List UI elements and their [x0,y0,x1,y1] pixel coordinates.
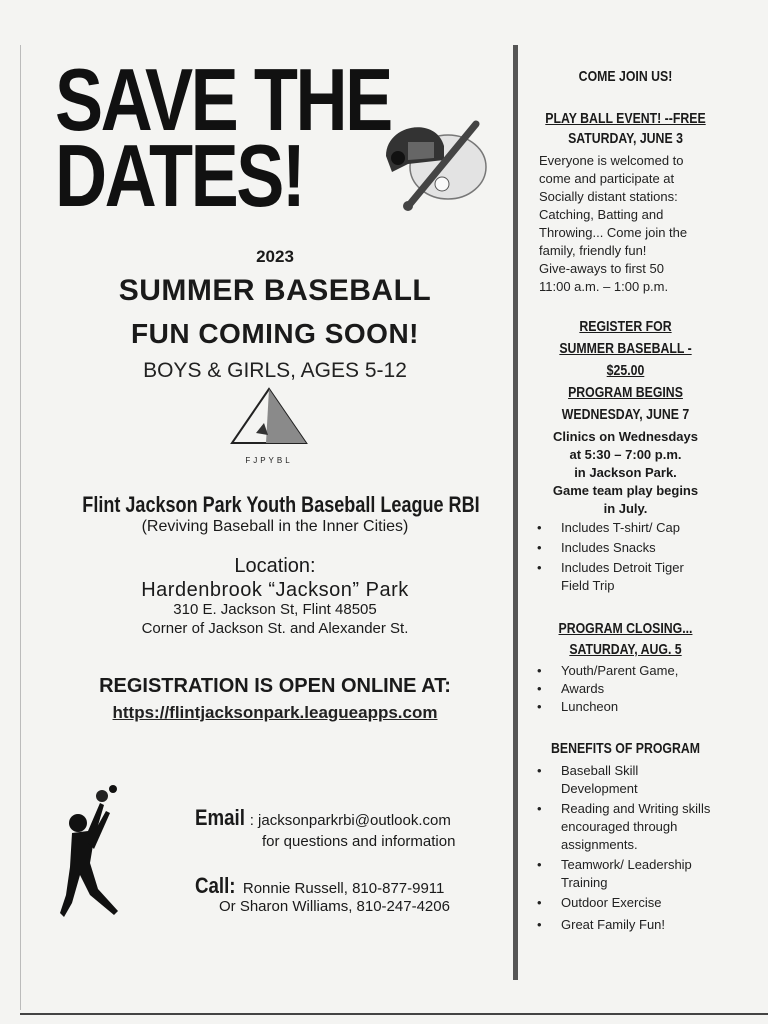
bottom-border [20,1013,768,1015]
title-line-1: SUMMER BASEBALL [118,274,432,307]
list-item: • Teamwork/ Leadership Training [537,856,715,892]
event-line: Catching, Batting and [539,207,664,222]
list-item: • Great Family Fun! [537,916,715,934]
register-line-2: SUMMER BASEBALL - [559,340,692,357]
clinic-info [523,428,728,518]
list-item: • Outdoor Exercise [537,894,715,912]
register-date: WEDNESDAY, JUNE 7 [561,406,690,423]
email-note: for questions and information [262,833,456,850]
event-title: PLAY BALL EVENT! --FREE [545,110,706,127]
clinic-line: Game team play begins [552,483,699,498]
logo-text: FJPYBL [245,456,293,465]
event-line: 11:00 a.m. – 1:00 p.m. [539,279,669,294]
location-address: 310 E. Jackson St, Flint 48505 [173,601,377,618]
clinic-line: at 5:30 – 7:00 p.m. [569,447,682,462]
location-corner: Corner of Jackson St. and Alexander St. [141,620,409,637]
includes-list [537,519,715,595]
title-line-2: FUN COMING SOON! [131,318,419,349]
call-alternate: Or Sharon Williams, 810-247-4206 [219,898,450,915]
list-item: • Luncheon [537,698,715,716]
year: 2023 [256,247,294,266]
email-address[interactable]: : jacksonparkrbi@outlook.com [249,812,451,829]
clinic-line: Clinics on Wednesdays [553,429,698,444]
headline-line-2: DATES! [55,126,304,225]
event-line: come and participate at [539,171,675,186]
come-join-heading: COME JOIN US! [578,68,673,85]
email-line [195,805,495,831]
league-logo-icon [226,385,312,470]
headline [55,50,391,225]
event-description [539,152,717,296]
location-park: Hardenbrook “Jackson” Park [141,579,409,601]
list-item: • Includes Detroit Tiger Field Trip [537,559,715,595]
league-name: Flint Jackson Park Youth Baseball League RBI [82,492,480,517]
league-tagline: (Reviving Baseball in the Inner Cities) [141,518,409,535]
headline-line-1: SAVE THE [55,50,391,149]
ages-text: BOYS & GIRLS, AGES 5-12 [143,359,407,382]
helmet-bat-icon [378,112,488,217]
event-line: Give-aways to first 50 [539,261,664,276]
list-item: • Baseball Skill Development [537,762,715,798]
call-line [195,873,495,899]
call-label: Call: [195,873,236,898]
player-silhouette-icon [58,783,128,923]
closing-date: SATURDAY, AUG. 5 [569,641,682,658]
registration-link[interactable]: https://flintjacksonpark.leagueapps.com [112,703,438,722]
clinic-line: in Jackson Park. [574,465,677,480]
email-label: Email [195,805,245,830]
closing-list [537,662,715,716]
benefits-list [537,762,715,934]
register-line-1: REGISTER FOR [579,318,672,335]
register-line-3: $25.00 [606,362,645,379]
list-item: • Includes Snacks [537,539,715,557]
left-border [20,45,21,1010]
event-line: Socially distant stations: [539,189,678,204]
closing-title: PROGRAM CLOSING... [558,620,693,637]
event-date: SATURDAY, JUNE 3 [568,130,683,147]
call-primary: Ronnie Russell, 810-877-9911 [242,880,445,897]
benefits-title: BENEFITS OF PROGRAM [551,740,700,757]
list-item: • Includes T-shirt/ Cap [537,519,715,537]
event-line: family, friendly fun! [539,243,647,258]
registration-label: REGISTRATION IS OPEN ONLINE AT: [99,675,451,697]
event-line: Throwing... Come join the [539,225,688,240]
list-item: • Reading and Writing skills encouraged through assignments. [537,800,715,854]
register-line-4: PROGRAM BEGINS [568,384,683,401]
list-item: • Awards [537,680,715,698]
event-line: Everyone is welcomed to [539,153,684,168]
location-label: Location: [234,555,316,577]
clinic-line: in July. [603,501,648,516]
list-item: • Youth/Parent Game, [537,662,715,680]
